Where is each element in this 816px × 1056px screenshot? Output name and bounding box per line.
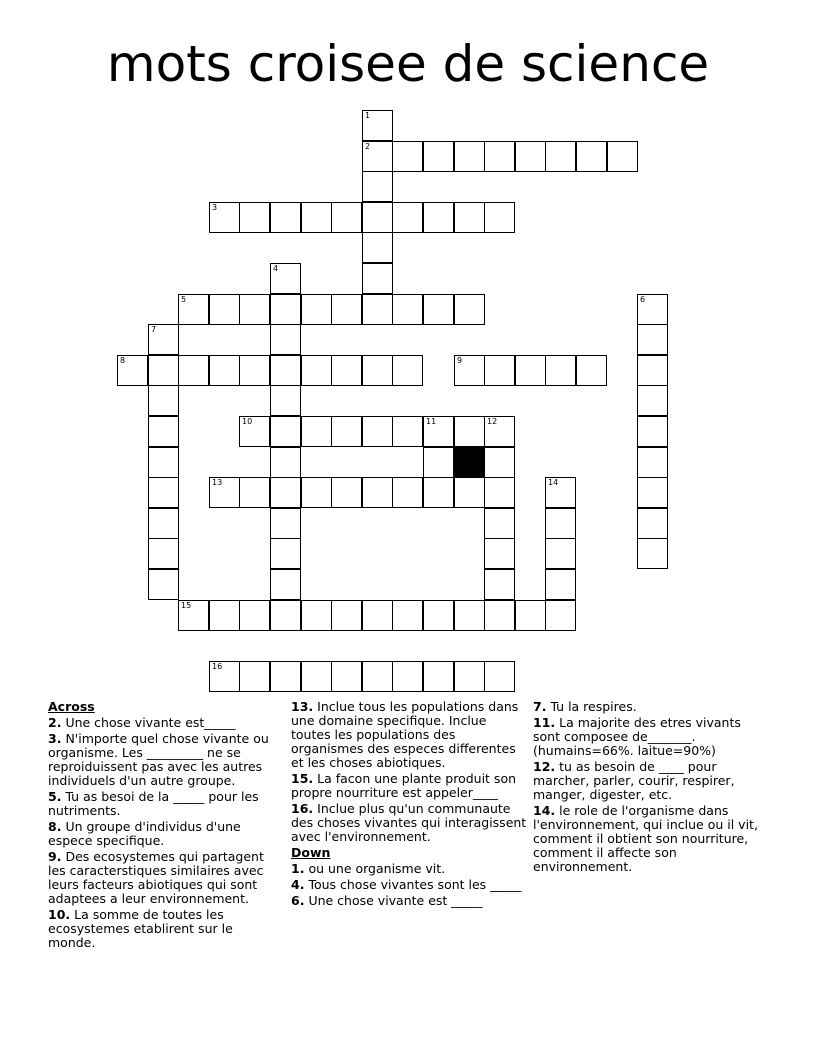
grid-cell[interactable] xyxy=(454,661,485,692)
grid-cell[interactable] xyxy=(484,477,515,508)
grid-cell[interactable] xyxy=(362,355,393,386)
grid-cell[interactable] xyxy=(392,202,423,233)
grid-cell[interactable] xyxy=(545,355,576,386)
grid-cell[interactable] xyxy=(148,569,179,600)
cell-number: 16 xyxy=(212,662,223,671)
clue-across-13: 13. Inclue tous les populations dans une domaine specifique. Inclue toutes les populations des organismes des especes differentes et les choses abiotiques. xyxy=(291,699,519,770)
grid-cell[interactable] xyxy=(270,202,301,233)
cell-number: 11 xyxy=(426,417,437,426)
grid-cell[interactable] xyxy=(270,263,301,294)
grid-cell[interactable] xyxy=(484,600,515,631)
grid-cell[interactable] xyxy=(515,141,546,172)
grid-cell[interactable] xyxy=(270,538,301,569)
grid-cell[interactable] xyxy=(239,355,270,386)
cell-number: 3 xyxy=(212,203,218,212)
grid-cell[interactable] xyxy=(178,294,209,325)
grid-cell[interactable] xyxy=(301,416,332,447)
grid-cell[interactable] xyxy=(484,416,515,447)
grid-cell[interactable] xyxy=(607,141,638,172)
grid-cell[interactable] xyxy=(209,600,240,631)
cell-number: 14 xyxy=(548,478,559,487)
grid-cell[interactable] xyxy=(148,324,179,355)
grid-cell[interactable] xyxy=(362,600,393,631)
grid-cell[interactable] xyxy=(331,355,362,386)
grid-cell[interactable] xyxy=(484,202,515,233)
clue-down-12: 12. tu as besoin de ____ pour marcher, parler, courir, respirer, manger, digester, etc. xyxy=(533,759,735,802)
grid-cell[interactable] xyxy=(209,202,240,233)
cell-number: 7 xyxy=(151,325,157,334)
clue-across-16: 16. Inclue plus qu'un communaute des choses vivantes qui interagissent avec l'environnement. xyxy=(291,801,527,844)
grid-cell[interactable] xyxy=(239,477,270,508)
grid-cell[interactable] xyxy=(484,447,515,478)
clue-across-8: 8. Un groupe d'individus d'une espece specifique. xyxy=(48,819,241,848)
grid-cell[interactable] xyxy=(423,141,454,172)
grid-cell[interactable] xyxy=(270,477,301,508)
grid-cell[interactable] xyxy=(209,294,240,325)
grid-cell[interactable] xyxy=(484,569,515,600)
grid-cell[interactable] xyxy=(362,477,393,508)
grid-cell[interactable] xyxy=(331,294,362,325)
grid-cell[interactable] xyxy=(148,477,179,508)
clue-across-2: 2. Une chose vivante est_____ xyxy=(48,715,236,730)
grid-cell[interactable] xyxy=(545,508,576,539)
grid-cell[interactable] xyxy=(454,416,485,447)
grid-cell[interactable] xyxy=(576,141,607,172)
grid-cell[interactable] xyxy=(484,508,515,539)
cell-number: 8 xyxy=(120,356,126,365)
grid-cell[interactable] xyxy=(515,600,546,631)
grid-cell[interactable] xyxy=(392,600,423,631)
grid-cell[interactable] xyxy=(392,661,423,692)
cell-number: 6 xyxy=(640,295,646,304)
grid-cell[interactable] xyxy=(270,661,301,692)
grid-cell[interactable] xyxy=(239,202,270,233)
grid-cell[interactable] xyxy=(270,294,301,325)
grid-cell[interactable] xyxy=(423,661,454,692)
grid-cell[interactable] xyxy=(301,202,332,233)
grid-cell[interactable] xyxy=(392,294,423,325)
clue-across-3: 3. N'importe quel chose vivante ou organisme. Les _________ ne se reproiduissent pas avec les autres individuels d'un autre groupe. xyxy=(48,731,269,788)
grid-cell[interactable] xyxy=(637,447,668,478)
grid-cell[interactable] xyxy=(270,324,301,355)
grid-cell[interactable] xyxy=(209,355,240,386)
grid-cell[interactable] xyxy=(484,661,515,692)
grid-cell[interactable] xyxy=(423,447,454,478)
cell-number: 4 xyxy=(273,264,279,273)
grid-cell[interactable] xyxy=(239,416,270,447)
grid-cell[interactable] xyxy=(362,661,393,692)
grid-cell[interactable] xyxy=(117,355,148,386)
grid-cell[interactable] xyxy=(637,324,668,355)
black-cell xyxy=(454,447,485,478)
clue-down-14: 14. le role de l'organisme dans l'environnement, qui inclue ou il vit, comment il obtient son nourriture, comment il affecte son environnement. xyxy=(533,803,758,874)
grid-cell[interactable] xyxy=(545,477,576,508)
cell-number: 1 xyxy=(365,111,371,120)
grid-cell[interactable] xyxy=(423,294,454,325)
clue-down-4: 4. Tous chose vivantes sont les _____ xyxy=(291,877,522,892)
grid-cell[interactable] xyxy=(576,355,607,386)
cell-number: 15 xyxy=(181,601,192,610)
grid-cell[interactable] xyxy=(454,294,485,325)
grid-cell[interactable] xyxy=(454,202,485,233)
grid-cell[interactable] xyxy=(239,294,270,325)
grid-cell[interactable] xyxy=(392,416,423,447)
grid-cell[interactable] xyxy=(270,600,301,631)
clue-across-10: 10. La somme de toutes les ecosystemes etablirent sur le monde. xyxy=(48,907,233,950)
grid-cell[interactable] xyxy=(362,416,393,447)
grid-cell[interactable] xyxy=(301,294,332,325)
clues-column-2 xyxy=(291,700,527,910)
page-title: mots croisee de science xyxy=(106,35,710,93)
clue-down-11: 11. La majorite des etres vivants sont composee de_______. (humains=66%. laitue=90%) xyxy=(533,715,741,758)
grid-cell[interactable] xyxy=(362,110,393,141)
cell-number: 13 xyxy=(212,478,223,487)
grid-cell[interactable] xyxy=(545,141,576,172)
grid-cell[interactable] xyxy=(423,416,454,447)
grid-cell[interactable] xyxy=(301,477,332,508)
grid-cell[interactable] xyxy=(484,141,515,172)
grid-cell[interactable] xyxy=(454,477,485,508)
grid-cell[interactable] xyxy=(178,600,209,631)
grid-cell[interactable] xyxy=(270,569,301,600)
grid-cell[interactable] xyxy=(637,355,668,386)
cell-number: 9 xyxy=(457,356,463,365)
clue-across-15: 15. La facon une plante produit son propre nourriture est appeler____ xyxy=(291,771,517,800)
cell-number: 2 xyxy=(365,142,371,151)
across-heading: Across xyxy=(48,699,95,714)
grid-cell[interactable] xyxy=(637,294,668,325)
grid-cell[interactable] xyxy=(270,385,301,416)
grid-cell[interactable] xyxy=(239,661,270,692)
grid-cell[interactable] xyxy=(209,661,240,692)
grid-cell[interactable] xyxy=(392,141,423,172)
clue-across-9: 9. Des ecosystemes qui partagent les caracterstiques similaires avec leurs facteurs abiotiques qui sont adaptees a leur environnement. xyxy=(48,849,264,906)
grid-cell[interactable] xyxy=(270,355,301,386)
grid-cell[interactable] xyxy=(270,447,301,478)
grid-cell[interactable] xyxy=(392,355,423,386)
grid-cell[interactable] xyxy=(270,508,301,539)
grid-cell[interactable] xyxy=(637,508,668,539)
grid-cell[interactable] xyxy=(362,263,393,294)
grid-cell[interactable] xyxy=(148,508,179,539)
grid-cell[interactable] xyxy=(148,416,179,447)
grid-cell[interactable] xyxy=(270,416,301,447)
grid-cell[interactable] xyxy=(178,355,209,386)
down-heading: Down xyxy=(291,845,331,860)
clues-column-1 xyxy=(48,700,276,952)
grid-cell[interactable] xyxy=(362,171,393,202)
grid-cell[interactable] xyxy=(392,477,423,508)
grid-cell[interactable] xyxy=(239,600,270,631)
grid-cell[interactable] xyxy=(362,141,393,172)
clue-across-5: 5. Tu as besoi de la _____ pour les nutriments. xyxy=(48,789,259,818)
clues-column-3 xyxy=(533,700,765,876)
grid-cell[interactable] xyxy=(362,232,393,263)
grid-cell[interactable] xyxy=(454,141,485,172)
grid-cell[interactable] xyxy=(545,600,576,631)
clue-down-1: 1. ou une organisme vit. xyxy=(291,861,446,876)
cell-number: 10 xyxy=(242,417,253,426)
grid-cell[interactable] xyxy=(545,538,576,569)
grid-cell[interactable] xyxy=(331,202,362,233)
grid-cell[interactable] xyxy=(209,477,240,508)
clue-down-6: 6. Une chose vivante est _____ xyxy=(291,893,483,908)
grid-cell[interactable] xyxy=(331,661,362,692)
grid-cell[interactable] xyxy=(515,355,546,386)
grid-cell[interactable] xyxy=(148,538,179,569)
grid-cell[interactable] xyxy=(637,477,668,508)
grid-cell[interactable] xyxy=(362,202,393,233)
grid-cell[interactable] xyxy=(301,355,332,386)
grid-cell[interactable] xyxy=(148,385,179,416)
grid-cell[interactable] xyxy=(331,477,362,508)
grid-cell[interactable] xyxy=(454,355,485,386)
grid-cell[interactable] xyxy=(331,600,362,631)
grid-cell[interactable] xyxy=(454,600,485,631)
grid-cell[interactable] xyxy=(637,416,668,447)
grid-cell[interactable] xyxy=(545,569,576,600)
grid-cell[interactable] xyxy=(423,477,454,508)
grid-cell[interactable] xyxy=(301,661,332,692)
grid-cell[interactable] xyxy=(148,355,179,386)
clue-down-7: 7. Tu la respires. xyxy=(533,699,637,714)
grid-cell[interactable] xyxy=(484,355,515,386)
grid-cell[interactable] xyxy=(331,416,362,447)
cell-number: 12 xyxy=(487,417,498,426)
grid-cell[interactable] xyxy=(637,385,668,416)
cell-number: 5 xyxy=(181,295,187,304)
grid-cell[interactable] xyxy=(301,600,332,631)
grid-cell[interactable] xyxy=(148,447,179,478)
grid-cell[interactable] xyxy=(423,202,454,233)
grid-cell[interactable] xyxy=(637,538,668,569)
grid-cell[interactable] xyxy=(362,294,393,325)
grid-cell[interactable] xyxy=(484,538,515,569)
grid-cell[interactable] xyxy=(423,600,454,631)
